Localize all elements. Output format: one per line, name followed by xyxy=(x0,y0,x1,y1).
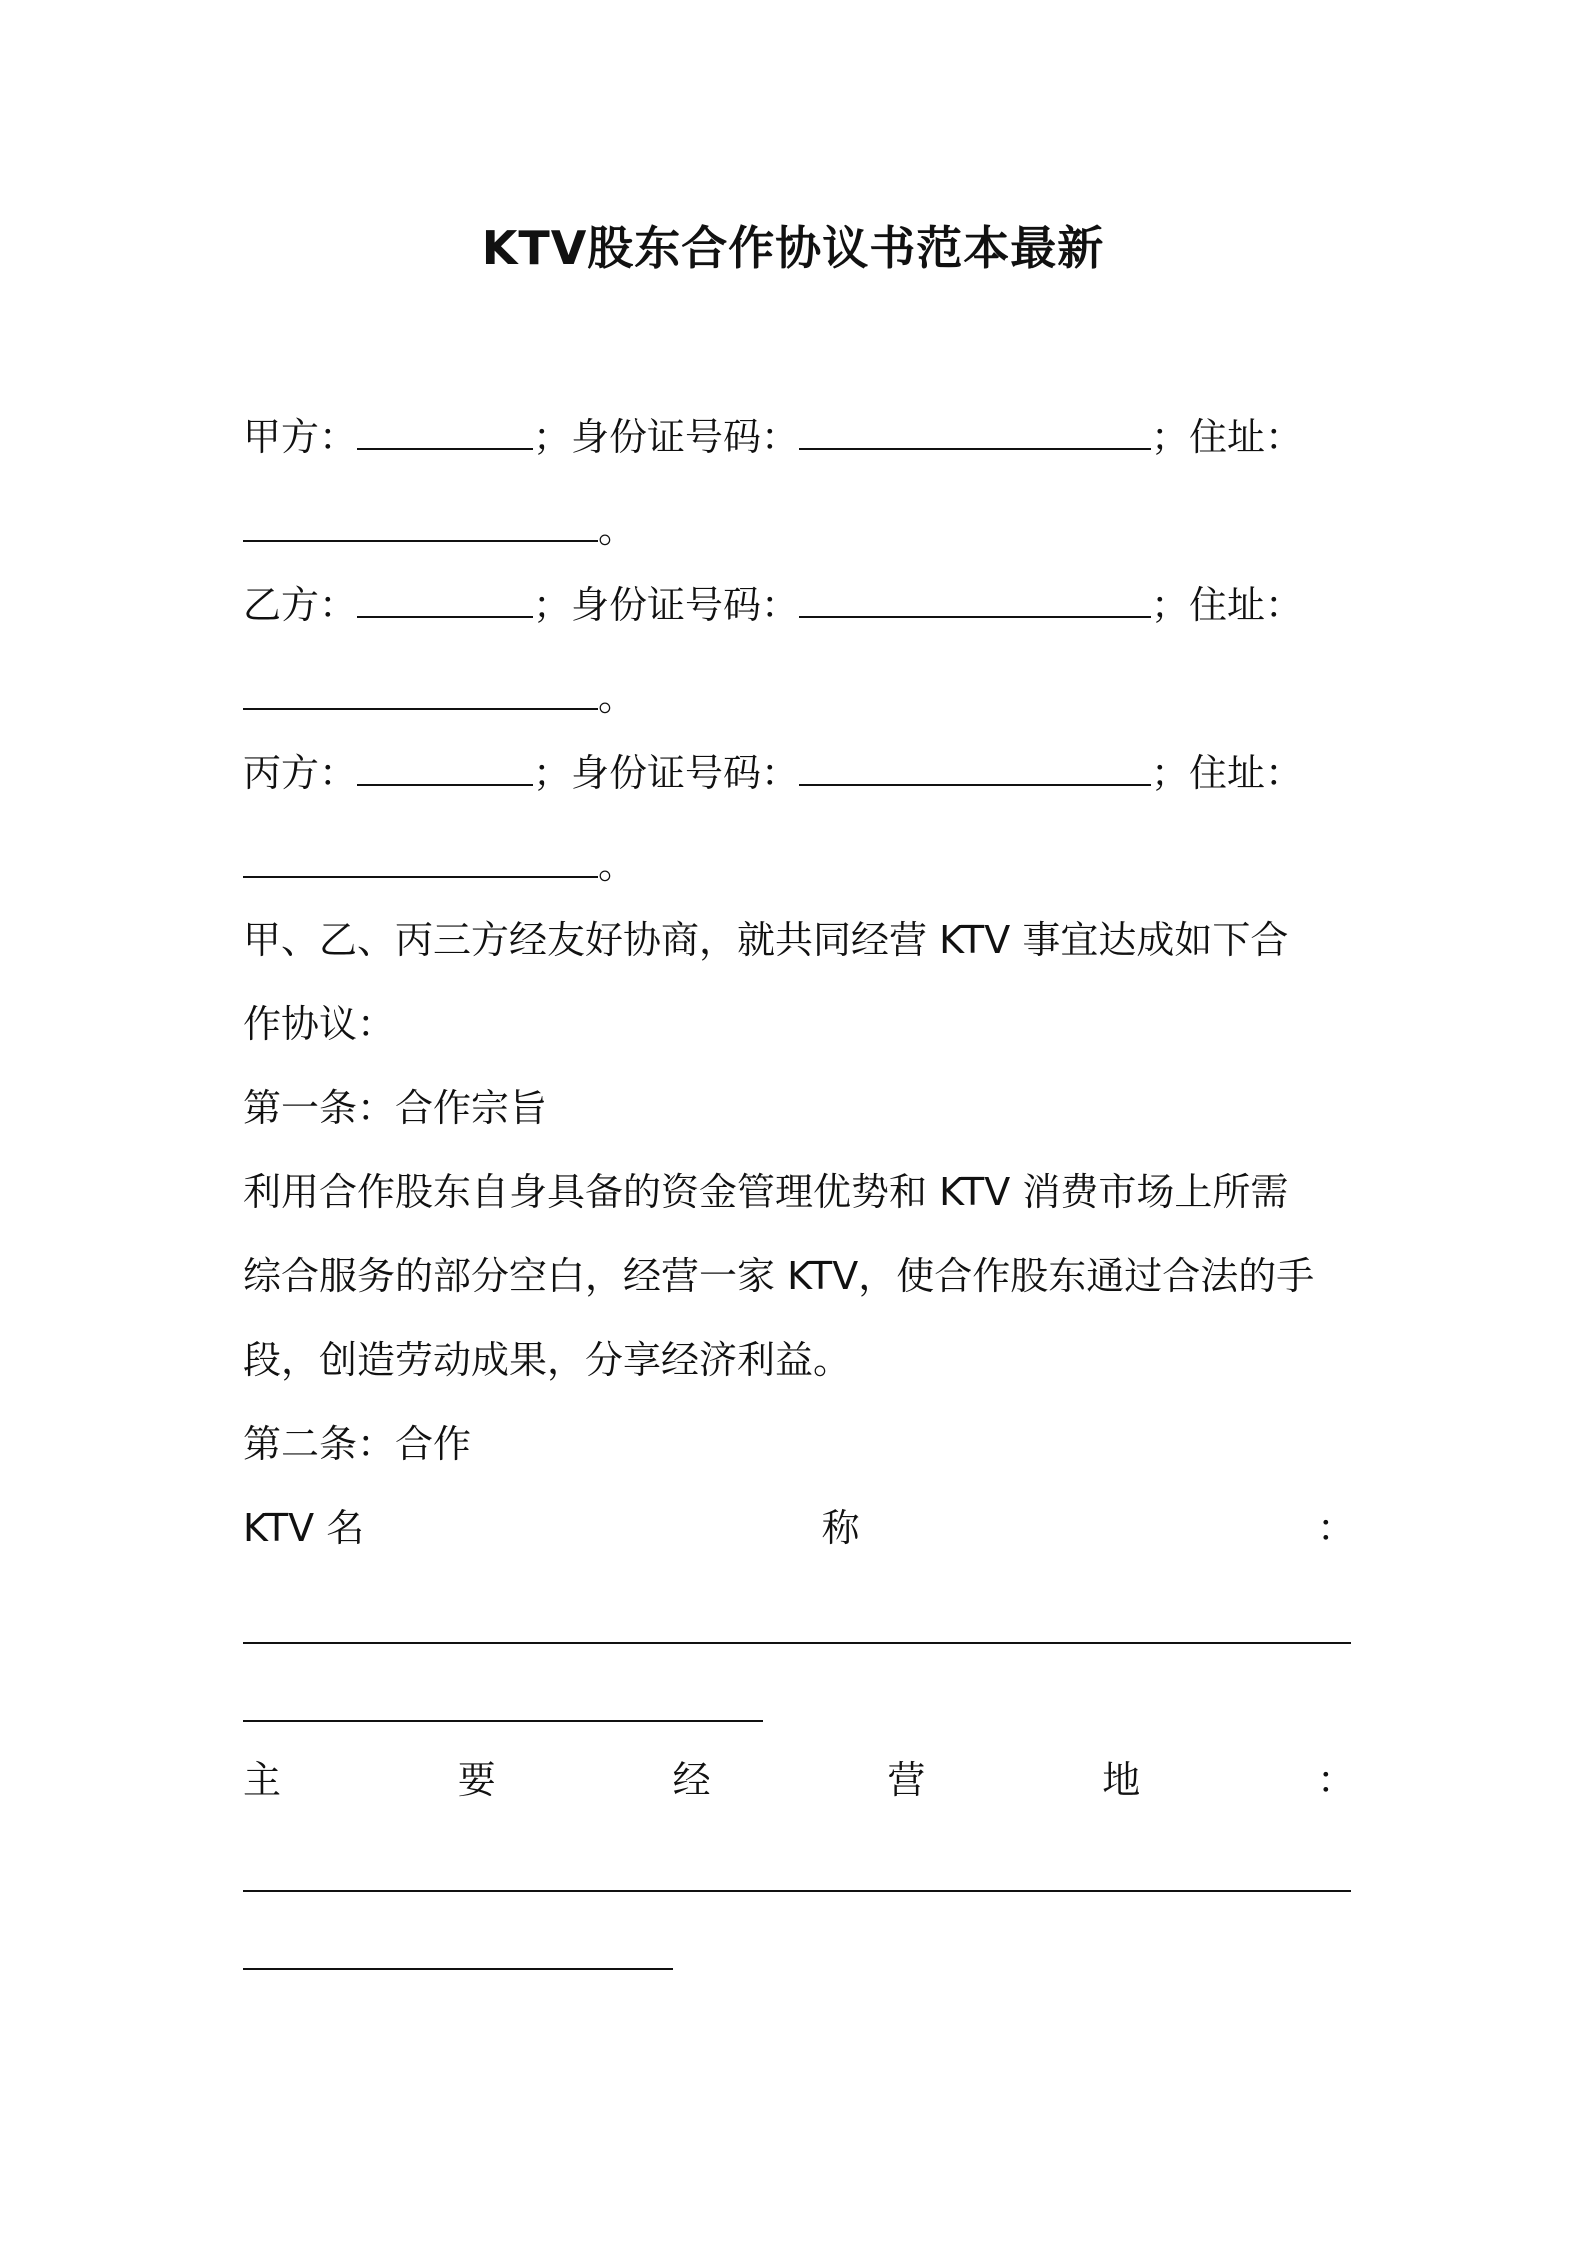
party-b-label: 乙方： xyxy=(243,583,358,627)
ktv-name-blank-line-1[interactable] xyxy=(243,1642,1351,1644)
party-a-end: 。 xyxy=(598,507,637,551)
article-1-line-3: 段，创造劳动成果，分享经济利益。 xyxy=(243,1338,852,1382)
main-place-label-part: 主 xyxy=(243,1758,282,1802)
intro-line-2: 作协议： xyxy=(243,1002,396,1046)
party-a-name-blank[interactable] xyxy=(357,410,533,450)
party-a-address-line xyxy=(243,502,1355,555)
main-place-blank-line-2[interactable] xyxy=(243,1968,673,1970)
party-b-end: 。 xyxy=(598,675,637,719)
party-b-address-line xyxy=(243,670,1355,723)
main-place-label xyxy=(243,1754,1355,1806)
document-title: KTV股东合作协议书范本最新 xyxy=(481,221,1105,275)
party-b-name-blank[interactable] xyxy=(357,578,533,618)
main-place-blank-line-1[interactable] xyxy=(243,1890,1351,1892)
party-b-id-label: ；身份证号码： xyxy=(533,583,800,627)
ktv-name-blank-line-2[interactable] xyxy=(243,1720,763,1722)
ktv-name-label-part: KTV 名 xyxy=(243,1506,365,1550)
article-1-heading: 第一条：合作宗旨 xyxy=(243,1086,548,1130)
party-a-address-blank[interactable] xyxy=(243,502,598,542)
party-c-address-label: ；住址： xyxy=(1151,751,1304,795)
party-c-id-label: ；身份证号码： xyxy=(533,751,800,795)
party-a-id-blank[interactable] xyxy=(799,410,1151,450)
party-a-address-label: ；住址： xyxy=(1151,415,1304,459)
main-place-label-part: 要 xyxy=(457,1758,496,1802)
main-place-label-part: ： xyxy=(1316,1758,1355,1802)
ktv-name-label-part: 称 xyxy=(821,1506,860,1550)
party-b-id-blank[interactable] xyxy=(799,578,1151,618)
main-place-label-part: 地 xyxy=(1102,1758,1141,1802)
party-c-id-blank[interactable] xyxy=(799,746,1151,786)
article-1-line-1: 利用合作股东自身具备的资金管理优势和 KTV 消费市场上所需 xyxy=(243,1170,1289,1214)
party-b-address-blank[interactable] xyxy=(243,670,598,710)
ktv-name-label-part: ： xyxy=(1316,1506,1355,1550)
party-c-name-blank[interactable] xyxy=(357,746,533,786)
main-place-label-part: 营 xyxy=(887,1758,926,1802)
party-a-line xyxy=(243,410,1355,463)
intro-line-1: 甲、乙、丙三方经友好协商，就共同经营 KTV 事宜达成如下合 xyxy=(243,918,1289,962)
party-b-address-label: ；住址： xyxy=(1151,583,1304,627)
party-c-label: 丙方： xyxy=(243,751,358,795)
ktv-name-label xyxy=(243,1502,1355,1554)
article-2-heading: 第二条：合作 xyxy=(243,1422,472,1466)
main-place-label-part: 经 xyxy=(672,1758,711,1802)
party-a-id-label: ；身份证号码： xyxy=(533,415,800,459)
party-a-label: 甲方： xyxy=(243,415,358,459)
party-b-line xyxy=(243,578,1355,631)
party-c-address-blank[interactable] xyxy=(243,838,598,878)
article-1-line-2: 综合服务的部分空白，经营一家 KTV，使合作股东通过合法的手 xyxy=(243,1254,1315,1298)
party-c-end: 。 xyxy=(598,843,637,887)
party-c-line xyxy=(243,746,1355,799)
party-c-address-line xyxy=(243,838,1355,891)
